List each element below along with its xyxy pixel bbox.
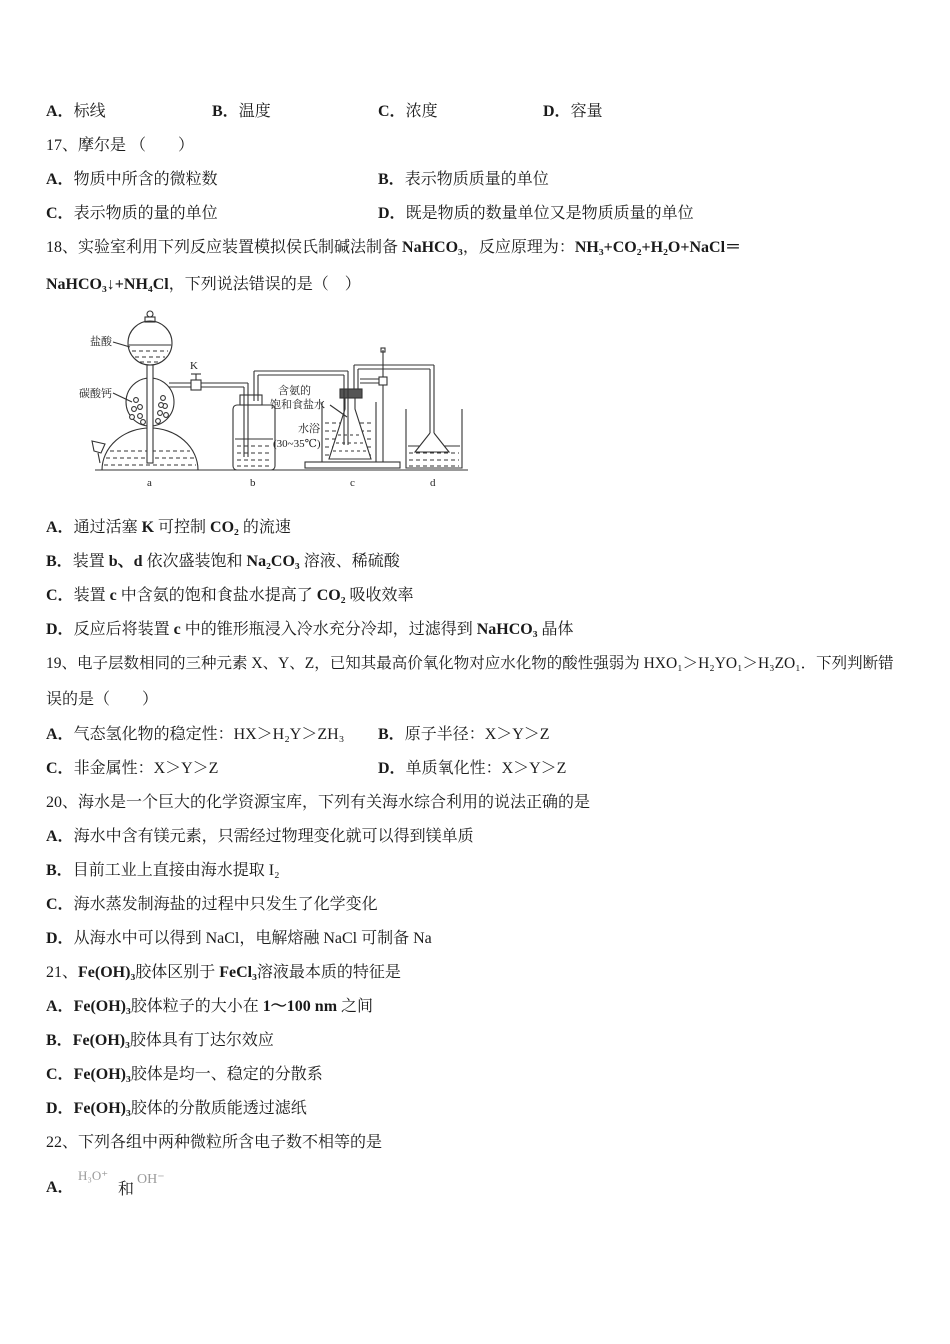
q20-option-d — [46, 928, 432, 950]
option-label: D． — [543, 103, 571, 120]
q17-option-a — [46, 169, 218, 191]
hydrochloric-acid-liquid — [132, 351, 168, 362]
option-text: 表示物质的量的单位 — [73, 205, 218, 222]
option-text: 胶体粒子的大小在 — [130, 998, 263, 1015]
option-label: C． — [46, 205, 74, 222]
option-text: 装置 — [72, 553, 109, 570]
q22-option-a-label — [46, 1177, 74, 1199]
option-label: A． — [46, 1179, 74, 1196]
option-text: 之间 — [337, 998, 374, 1015]
option-text: 胶体具有丁达尔效应 — [129, 1032, 274, 1049]
option-text: 溶液、稀硫酸 — [299, 553, 400, 570]
q21-option-d — [46, 1098, 307, 1120]
apparatus-figure — [70, 305, 475, 495]
option-text: 温度 — [238, 103, 271, 120]
option-label: C． — [46, 1066, 74, 1083]
option-label: B． — [378, 726, 405, 743]
option-text: 表示物质质量的单位 — [404, 171, 549, 188]
stem-text: 溶液最本质的特征是 — [256, 964, 401, 981]
option-label: C． — [378, 103, 406, 120]
option-label: A． — [46, 519, 74, 536]
q21-option-a — [46, 996, 373, 1018]
formula: CO₂ — [210, 519, 239, 536]
q18-option-a — [46, 517, 291, 539]
option-text: 容量 — [570, 103, 603, 120]
formula: Fe(OH)₃ — [73, 1100, 131, 1117]
formula: Fe(OH)₃ — [78, 964, 136, 981]
formula: Fe(OH)₃ — [73, 1066, 131, 1083]
option-label: D． — [46, 1100, 74, 1117]
stopcock-k — [191, 374, 201, 390]
stem-text: ，反应原理为： — [462, 239, 575, 256]
option-label: A． — [46, 998, 74, 1015]
funnel-knob — [147, 311, 153, 317]
q18-option-c — [46, 585, 414, 607]
size-range: 1～100 nm — [262, 998, 338, 1015]
label-brine-line1: 含氨的 — [278, 385, 311, 397]
q18-option-b — [46, 551, 400, 573]
option-text: 物质中所含的微粒数 — [73, 171, 218, 188]
symbol: K — [141, 519, 155, 536]
option-text: 反应后将装置 — [73, 621, 174, 638]
label-hydrochloric-acid: 盐酸 — [90, 336, 112, 348]
option-text: 的流速 — [238, 519, 291, 536]
option-text: 海水中含有镁元素，只需经过物理变化就可以得到镁单质 — [73, 828, 474, 845]
option-text: 原子半径：X＞Y＞Z — [404, 726, 550, 743]
bottle-neck — [240, 395, 262, 405]
symbol: b、d — [108, 553, 143, 570]
option-text: 通过活塞 — [73, 519, 142, 536]
option-label: D． — [46, 621, 74, 638]
symbol: c — [109, 587, 117, 604]
label-brine-line2: 饱和食盐水 — [270, 399, 325, 411]
option-text: 吸收效率 — [345, 587, 414, 604]
conical-flask — [329, 397, 371, 459]
q19-option-b — [378, 724, 550, 746]
label-stopcock-k: K — [190, 360, 198, 372]
formula: Na₂CO₃ — [246, 553, 300, 570]
option-label: C． — [46, 760, 74, 777]
acid-funnel-bulb — [128, 321, 172, 365]
q16-option-c — [378, 101, 438, 123]
stem-text: ，下列说法错误的是（ ） — [168, 276, 361, 293]
q19-option-d — [378, 758, 566, 780]
hydroxide-formula: OH⁻ — [137, 1172, 165, 1187]
option-text: 单质氧化性：X＞Y＞Z — [405, 760, 567, 777]
q19-option-c — [46, 758, 218, 780]
formula: NaHCO₃ — [476, 621, 538, 638]
leader-acid — [113, 342, 130, 347]
option-text: 目前工业上直接由海水提取 I₂ — [72, 862, 280, 879]
option-label: B． — [46, 553, 73, 570]
option-text: 中的锥形瓶浸入冷水充分冷却，过滤得到 — [180, 621, 477, 638]
q17-option-c — [46, 203, 218, 225]
stem-text: 胶体区别于 — [135, 964, 220, 981]
option-text: 装置 — [73, 587, 110, 604]
option-text: 依次盛装饱和 — [142, 553, 247, 570]
formula: FeCl₃ — [219, 964, 257, 981]
equation: NaHCO₃↓+NH₄Cl — [46, 276, 169, 293]
stem-number: 21、 — [46, 964, 79, 981]
option-text: 胶体是均一、稳定的分散系 — [130, 1066, 323, 1083]
option-label: B． — [212, 103, 239, 120]
q21-stem — [46, 962, 401, 984]
option-text: 标线 — [73, 103, 106, 120]
hydronium-formula: H₃O⁺ — [78, 1168, 109, 1183]
q17-option-b — [378, 169, 549, 191]
beaker-d-liquid — [409, 453, 459, 466]
q18-stem-line1 — [46, 237, 741, 259]
option-label: B． — [46, 1032, 73, 1049]
option-label: B． — [378, 171, 405, 188]
formula: Fe(OH)₃ — [73, 998, 131, 1015]
q16-option-a — [46, 101, 106, 123]
option-label: D． — [378, 760, 406, 777]
q16-option-d — [543, 101, 603, 123]
q18-option-d — [46, 619, 574, 641]
label-calcium-carbonate: 碳酸钙 — [79, 388, 112, 400]
label-bath-temperature: (30~35℃) — [273, 438, 321, 450]
option-text: 胶体的分散质能透过滤纸 — [130, 1100, 307, 1117]
option-label: A． — [46, 103, 74, 120]
label-a: a — [147, 477, 152, 489]
flask-stopper — [340, 389, 362, 398]
inverted-funnel — [415, 433, 449, 452]
q20-option-a — [46, 826, 474, 848]
label-d: d — [430, 477, 436, 489]
option-text: 浓度 — [405, 103, 438, 120]
kipp-generator-a — [92, 311, 248, 470]
q20-option-c — [46, 894, 378, 916]
q17-stem: 17、摩尔是 （ ） — [46, 137, 195, 154]
q22-stem: 22、下列各组中两种微粒所含电子数不相等的是 — [46, 1134, 383, 1151]
label-c: c — [350, 477, 355, 489]
option-label: D． — [378, 205, 406, 222]
q21-option-b — [46, 1030, 274, 1052]
option-text: 晶体 — [537, 621, 574, 638]
formula: CO₂ — [316, 587, 346, 604]
option-label: A． — [46, 828, 74, 845]
label-b: b — [250, 477, 256, 489]
q17-option-d — [378, 203, 694, 225]
q20-option-b — [46, 860, 280, 882]
option-text: 气态氢化物的稳定性：HX＞H₂Y＞ZH₃ — [73, 726, 345, 743]
absorption-beaker-d — [406, 365, 462, 468]
funnel-stem — [147, 365, 153, 463]
conjunction: 和 — [118, 1181, 135, 1198]
q19-stem-line2: 误的是（ ） — [46, 691, 159, 708]
option-label: B． — [46, 862, 73, 879]
option-label: D． — [46, 930, 74, 947]
option-label: A． — [46, 171, 74, 188]
option-text: 既是物质的数量单位又是物质质量的单位 — [405, 205, 694, 222]
stand-base — [305, 462, 400, 468]
clamp-boss — [379, 377, 387, 385]
symbol: c — [173, 621, 181, 638]
q19-stem-line1: 19、电子层数相同的三种元素 X、Y、Z，已知其最高价氧化物对应水化物的酸性强弱为 HXO₁＞H₂YO₁＞H₃ZO₁．下列判断错 — [46, 655, 894, 672]
equation: NH₃+CO₂+H₂O+NaCl＝ — [574, 239, 742, 256]
leader-carbonate — [113, 393, 132, 402]
q18-stem-line2 — [46, 274, 361, 296]
q20-stem: 20、海水是一个巨大的化学资源宝库，下列有关海水综合利用的说法正确的是 — [46, 794, 591, 811]
option-label: A． — [46, 726, 74, 743]
formula: NaHCO₃ — [402, 239, 463, 256]
bottle-liquid — [237, 446, 271, 466]
formula: Fe(OH)₃ — [72, 1032, 130, 1049]
option-text: 从海水中可以得到 NaCl，电解熔融 NaCl 可制备 Na — [73, 930, 432, 947]
option-text: 中含氨的饱和食盐水提高了 — [116, 587, 317, 604]
stem-text: 18、实验室利用下列反应装置模拟侯氏制碱法制备 — [46, 239, 403, 256]
q16-option-b — [212, 101, 271, 123]
option-text: 海水蒸发制海盐的过程中只发生了化学变化 — [73, 896, 378, 913]
option-text: 可控制 — [154, 519, 211, 536]
option-text: 非金属性：X＞Y＞Z — [73, 760, 219, 777]
q21-option-c — [46, 1064, 323, 1086]
option-label: C． — [46, 896, 74, 913]
q19-option-a — [46, 724, 344, 746]
label-water-bath: 水浴 — [298, 423, 320, 435]
option-label: C． — [46, 587, 74, 604]
